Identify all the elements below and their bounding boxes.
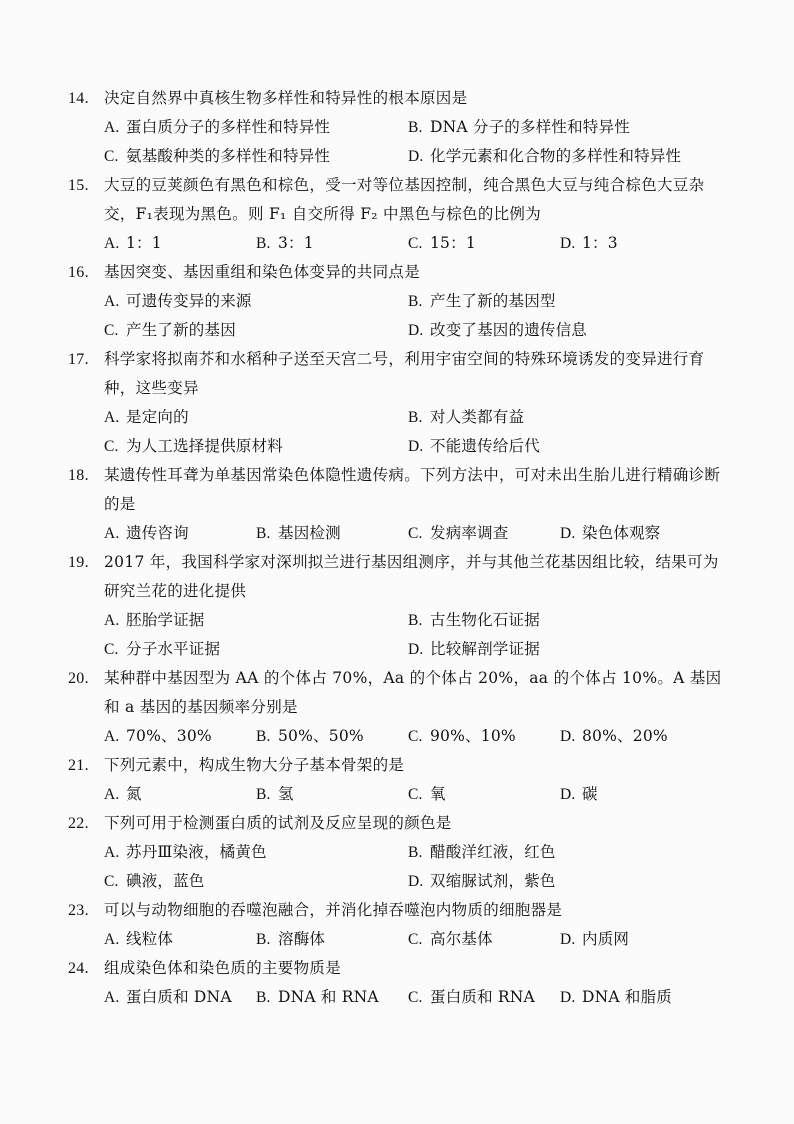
option-text: 氧 [430,785,446,803]
option-text: 高尔基体 [430,930,493,948]
option-d [560,722,712,751]
question-stem [68,258,728,287]
question-stem [68,809,728,838]
question-stem [68,171,728,229]
question-stem [68,954,728,983]
option-d [560,519,712,548]
option-letter: B. [256,989,271,1006]
option-text: 70%、30% [126,727,212,745]
option-text: 发病率调查 [430,524,509,542]
question-number: 22. [68,815,89,832]
option-a [104,780,256,809]
option-letter: A. [104,989,120,1006]
option-text: 内质网 [582,930,630,948]
option-letter: A. [104,931,120,948]
option-text: 80%、20% [582,727,668,745]
option-b [408,606,708,635]
option-a [104,722,256,751]
question-text: 某种群中基因型为 AA 的个体占 70%，Aa 的个体占 20%，aa 的个体占 10%。A 基因和 a 基因的基因频率分别是 [104,669,722,716]
option-b [256,925,408,954]
question-21 [68,751,728,809]
question-list [68,84,728,1012]
option-letter: C. [104,641,119,658]
option-list [104,606,728,664]
option-list [104,403,728,461]
option-c [408,229,560,258]
option-c [104,867,408,896]
option-text: DNA 分子的多样性和特异性 [430,118,630,136]
option-text: 化学元素和化合物的多样性和特异性 [430,147,682,165]
option-text: 3：1 [278,234,314,252]
option-a [104,925,256,954]
option-list [104,229,728,258]
option-text: DNA 和 RNA [278,988,379,1006]
option-text: 溶酶体 [278,930,326,948]
question-number: 15. [68,177,89,194]
option-letter: D. [560,931,576,948]
option-text: 蛋白质和 DNA [126,988,232,1006]
option-letter: C. [408,989,423,1006]
question-number: 16. [68,264,89,281]
question-16 [68,258,728,345]
option-text: 双缩脲试剂，紫色 [430,872,556,890]
option-text: DNA 和脂质 [582,988,673,1006]
question-number: 19. [68,554,89,571]
option-text: 为人工选择提供原材料 [126,437,284,455]
option-letter: B. [256,235,271,252]
question-number: 18. [68,467,89,484]
option-text: 不能遗传给后代 [430,437,540,455]
option-list [104,722,728,751]
option-letter: B. [408,293,423,310]
option-letter: B. [256,525,271,542]
option-c [408,722,560,751]
option-text: 对人类都有益 [430,408,525,426]
option-letter: C. [408,525,423,542]
option-letter: D. [408,873,424,890]
option-list [104,113,728,171]
option-letter: D. [408,438,424,455]
option-text: 15：1 [430,234,476,252]
option-d [408,635,708,664]
question-number: 20. [68,670,89,687]
option-a [104,983,256,1012]
option-letter: D. [408,322,424,339]
question-17 [68,345,728,461]
option-c [408,519,560,548]
option-list [104,287,728,345]
option-text: 氮 [126,785,142,803]
option-text: 是定向的 [126,408,189,426]
option-letter: C. [408,931,423,948]
option-a [104,403,408,432]
option-text: 醋酸洋红液，红色 [430,843,556,861]
option-c [104,316,408,345]
option-list [104,780,728,809]
option-list [104,983,728,1012]
option-letter: B. [408,119,423,136]
option-letter: C. [408,235,423,252]
option-b [256,780,408,809]
question-19 [68,548,728,664]
option-text: 分子水平证据 [126,640,221,658]
option-d [408,867,708,896]
question-22 [68,809,728,896]
option-text: 基因检测 [278,524,341,542]
option-text: 遗传咨询 [126,524,189,542]
option-b [408,838,708,867]
option-letter: C. [104,438,119,455]
option-text: 碳 [582,785,598,803]
question-stem [68,84,728,113]
question-stem [68,345,728,403]
option-d [560,925,712,954]
option-text: 苏丹Ⅲ染液，橘黄色 [126,843,267,861]
option-text: 1：3 [582,234,618,252]
option-d [560,780,712,809]
option-letter: D. [560,235,576,252]
option-letter: C. [104,873,119,890]
option-d [408,432,708,461]
question-text: 组成染色体和染色质的主要物质是 [104,959,342,977]
question-text: 下列元素中，构成生物大分子基本骨架的是 [104,756,405,774]
question-20 [68,664,728,751]
option-text: 古生物化石证据 [430,611,540,629]
option-letter: C. [104,148,119,165]
option-list [104,925,728,954]
option-letter: A. [104,235,120,252]
option-letter: A. [104,612,120,629]
option-text: 染色体观察 [582,524,661,542]
option-c [104,432,408,461]
option-text: 胚胎学证据 [126,611,205,629]
option-text: 产生了新的基因 [126,321,236,339]
option-b [256,722,408,751]
question-text: 2017 年，我国科学家对深圳拟兰进行基因组测序，并与其他兰花基因组比较，结果可为研究兰花的进化提供 [104,553,719,600]
option-text: 可遗传变异的来源 [126,292,252,310]
option-letter: A. [104,786,120,803]
option-letter: C. [408,786,423,803]
question-15 [68,171,728,258]
option-letter: A. [104,119,120,136]
option-letter: A. [104,293,120,310]
question-text: 下列可用于检测蛋白质的试剂及反应呈现的颜色是 [104,814,452,832]
option-letter: B. [408,409,423,426]
question-text: 大豆的豆荚颜色有黑色和棕色，受一对等位基因控制，纯合黑色大豆与纯合棕色大豆杂交，F₁表现为黑色。则 F₁ 自交所得 F₂ 中黑色与棕色的比例为 [104,176,705,223]
option-letter: A. [104,728,120,745]
option-letter: C. [104,322,119,339]
option-text: 产生了新的基因型 [430,292,556,310]
option-text: 氢 [278,785,294,803]
option-letter: D. [560,525,576,542]
option-letter: A. [104,525,120,542]
option-letter: D. [560,728,576,745]
option-a [104,229,256,258]
option-letter: B. [256,786,271,803]
option-text: 蛋白质和 RNA [430,988,535,1006]
option-letter: B. [408,844,423,861]
option-b [256,229,408,258]
question-text: 决定自然界中真核生物多样性和特异性的根本原因是 [104,89,468,107]
option-c [408,925,560,954]
option-d [560,983,712,1012]
option-d [408,316,708,345]
option-list [104,838,728,896]
option-text: 蛋白质分子的多样性和特异性 [126,118,331,136]
option-letter: D. [560,786,576,803]
option-b [408,113,708,142]
question-number: 14. [68,90,89,107]
question-number: 17. [68,351,89,368]
question-stem [68,896,728,925]
option-text: 氨基酸种类的多样性和特异性 [126,147,331,165]
question-stem [68,751,728,780]
option-text: 比较解剖学证据 [430,640,540,658]
option-letter: A. [104,409,120,426]
option-text: 改变了基因的遗传信息 [430,321,588,339]
option-c [104,142,408,171]
option-text: 碘液，蓝色 [126,872,205,890]
option-d [408,142,708,171]
option-d [560,229,712,258]
question-stem [68,664,728,722]
option-letter: D. [408,641,424,658]
option-b [256,983,408,1012]
option-b [408,403,708,432]
option-a [104,838,408,867]
option-b [256,519,408,548]
option-a [104,287,408,316]
option-a [104,113,408,142]
option-text: 50%、50% [278,727,364,745]
option-a [104,519,256,548]
option-a [104,606,408,635]
option-text: 90%、10% [430,727,516,745]
option-letter: D. [560,989,576,1006]
option-letter: B. [408,612,423,629]
question-number: 24. [68,960,89,977]
question-23 [68,896,728,954]
question-24 [68,954,728,1012]
option-letter: B. [256,728,271,745]
question-text: 科学家将拟南芥和水稻种子送至天宫二号，利用宇宙空间的特殊环境诱发的变异进行育种，这些变异 [104,350,705,397]
option-letter: C. [408,728,423,745]
question-stem [68,548,728,606]
option-c [408,780,560,809]
option-letter: D. [408,148,424,165]
option-list [104,519,728,548]
option-letter: B. [256,931,271,948]
question-18 [68,461,728,548]
question-text: 某遗传性耳聋为单基因常染色体隐性遗传病。下列方法中，可对未出生胎儿进行精确诊断的是 [104,466,721,513]
option-letter: A. [104,844,120,861]
option-text: 1：1 [126,234,162,252]
option-c [408,983,560,1012]
question-14 [68,84,728,171]
question-text: 基因突变、基因重组和染色体变异的共同点是 [104,263,421,281]
option-c [104,635,408,664]
question-number: 23. [68,902,89,919]
option-text: 线粒体 [126,930,174,948]
question-number: 21. [68,757,89,774]
question-stem [68,461,728,519]
option-b [408,287,708,316]
question-text: 可以与动物细胞的吞噬泡融合，并消化掉吞噬泡内物质的细胞器是 [104,901,563,919]
